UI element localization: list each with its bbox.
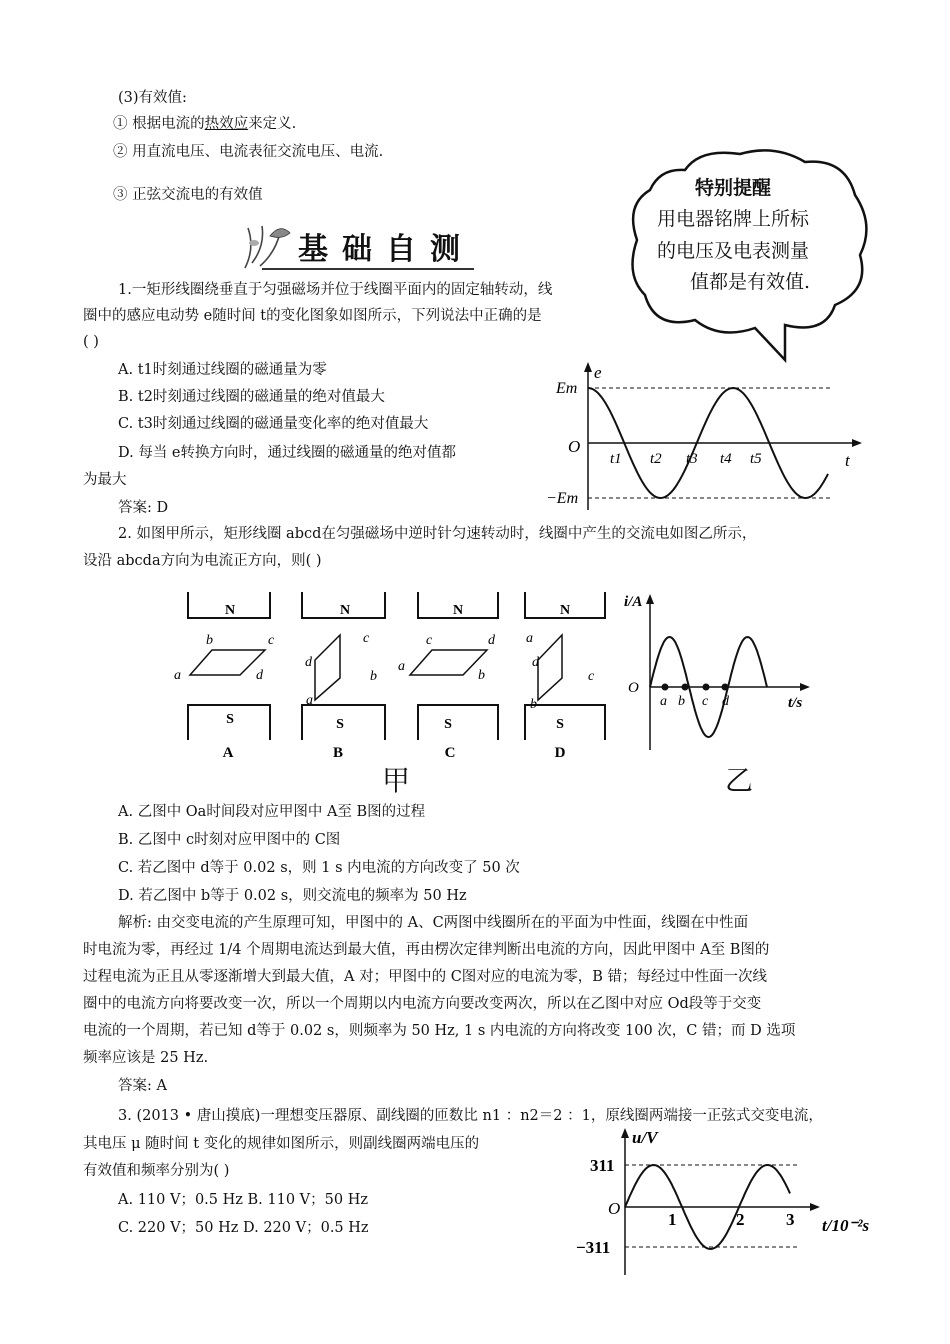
q2-figure-yi-caption: 乙 xyxy=(725,764,754,797)
q2-panel-c xyxy=(398,592,498,761)
callout-title: 特别提醒 xyxy=(695,177,772,199)
q2-panel-b-north: N xyxy=(339,603,351,618)
q1-min-label: −Em xyxy=(546,490,579,507)
q2-panel-a-corner-d: d xyxy=(256,668,263,683)
q2-answer: 答案: A xyxy=(118,1078,167,1094)
q2-panel-b-letter: B xyxy=(332,745,344,761)
q1-option-c: C. t3时刻通过线圈的磁通量变化率的绝对值最大 xyxy=(118,416,429,432)
q3-stem-line-1: 3. (2013 • 唐山摸底)一理想变压器原、副线圈的匝数比 n1 ：n2＝2 ：1，原线圈两端接一正弦式交变电流， xyxy=(118,1108,823,1124)
q2-analysis-line-3: 过程电流为正且从零逐渐增大到最大值，A 对；甲图中的 C图对应的电流为零，B 错；每经过中性面一次线 xyxy=(83,969,768,985)
q2-panel-c-letter: C xyxy=(444,745,456,761)
q1-tick-t3: t3 xyxy=(686,451,698,467)
intro-item-3: ③ 正弦交流电的有效值 xyxy=(113,187,263,203)
q2-origin-label: O xyxy=(628,680,639,696)
q2-panel-b-south: S xyxy=(336,717,344,732)
q2-panel-c-corner-c: c xyxy=(426,633,433,648)
q2-panel-a-corner-a: a xyxy=(174,668,181,683)
q2-panel-c-north: N xyxy=(452,603,464,618)
q3-option-cd: C. 220 V；50 Hz D. 220 V；0.5 Hz xyxy=(118,1220,369,1236)
q3-stem-line-2: 其电压 μ 随时间 t 变化的规律如图所示，则副线圈两端电压的 xyxy=(83,1136,480,1152)
q2-panel-d-letter: D xyxy=(554,745,566,761)
q2-stem-line-2: 设沿 abcda方向为电流正方向，则( ) xyxy=(83,553,322,569)
callout-line-2: 的电压及电表测量 xyxy=(657,240,810,262)
q2-panel-d xyxy=(525,592,605,761)
q2-analysis-line-5: 电流的一个周期，若已知 d等于 0.02 s，则频率为 50 Hz, 1 s 内电流的方向将改变 100 次，C 错；而 D 选项 xyxy=(83,1023,796,1039)
q2-label-d: d xyxy=(722,694,729,709)
q1-max-label: Em xyxy=(556,380,578,397)
q2-panel-b-corner-c: c xyxy=(363,631,370,646)
q2-panel-d-corner-b: b xyxy=(530,697,537,712)
q3-tick-1: 1 xyxy=(668,1210,677,1229)
q2-panel-a-corner-b: b xyxy=(206,633,213,648)
q1-stem-line-3: ( ) xyxy=(83,334,99,350)
q3-max-label: 311 xyxy=(590,1156,615,1175)
q1-stem-line-1: 1.一矩形线圈绕垂直于匀强磁场并位于线圈平面内的固定轴转动，线 xyxy=(118,282,553,298)
q2-panel-a-letter: A xyxy=(222,745,234,761)
q1-answer: 答案: D xyxy=(118,500,169,516)
section-title: 基础自测 xyxy=(298,232,474,267)
q2-panel-c-south: S xyxy=(444,717,452,732)
decoration-plant-icon xyxy=(240,218,300,273)
q2-panel-c-corner-a: a xyxy=(398,659,405,674)
q2-analysis-line-2: 时电流为零，再经过 1/4 个周期电流达到最大值，再由楞次定律判断出电流的方向，因此甲图中 A至 B图的 xyxy=(83,942,770,958)
q2-x-axis-label: t/s xyxy=(788,695,803,711)
callout-line-3: 值都是有效值. xyxy=(690,271,811,293)
q2-panel-b xyxy=(302,592,385,761)
q2-panel-d-north: N xyxy=(559,603,571,618)
intro-heading: (3)有效值: xyxy=(118,90,187,106)
q2-panel-a-corner-c: c xyxy=(268,633,275,648)
section-title-underline xyxy=(262,268,474,270)
q3-voltage-graph xyxy=(560,1125,900,1280)
q2-panel-b-corner-b: b xyxy=(370,669,377,684)
q3-x-axis-label: t/10⁻²s xyxy=(822,1216,870,1235)
intro-item-2: ② 用直流电压、电流表征交流电压、电流. xyxy=(113,144,384,160)
q1-option-a: A. t1时刻通过线圈的磁通量为零 xyxy=(118,362,327,378)
q3-stem-line-3: 有效值和频率分别为( ) xyxy=(83,1163,230,1179)
q2-panel-d-corner-a: a xyxy=(526,631,533,646)
q3-min-label: −311 xyxy=(576,1238,611,1257)
q2-analysis-line-6: 频率应该是 25 Hz. xyxy=(83,1050,209,1066)
q2-label-a: a xyxy=(660,694,667,709)
q2-analysis-line-4: 圈中的电流方向将要改变一次，所以一个周期以内电流方向要改变两次，所以在乙图中对应 Od段等于交变 xyxy=(83,996,762,1012)
q1-option-b: B. t2时刻通过线圈的磁通量的绝对值最大 xyxy=(118,389,385,405)
q2-panel-d-corner-c: c xyxy=(588,669,595,684)
q1-tick-t4: t4 xyxy=(720,451,732,467)
q3-tick-3: 3 xyxy=(786,1210,795,1229)
q2-y-axis-label: i/A xyxy=(624,594,643,610)
q2-option-b: B. 乙图中 c时刻对应甲图中的 C图 xyxy=(118,832,341,848)
intro-item-1: ① 根据电流的热效应来定义. xyxy=(113,116,297,132)
q2-option-d: D. 若乙图中 b等于 0.02 s，则交流电的频率为 50 Hz xyxy=(118,888,467,904)
q2-panel-a xyxy=(174,592,275,761)
q2-stem-line-1: 2. 如图甲所示，矩形线圈 abcd在匀强磁场中逆时针匀速转动时，线圈中产生的交流电如图乙所示， xyxy=(118,526,757,542)
q2-point-b xyxy=(682,684,689,691)
q2-figure-yi-graph xyxy=(620,590,820,760)
q3-option-ab: A. 110 V；0.5 Hz B. 110 V；50 Hz xyxy=(118,1192,368,1208)
q1-option-d-cont: 为最大 xyxy=(83,472,127,488)
q2-panel-d-south: S xyxy=(556,717,564,732)
q2-panel-c-corner-d: d xyxy=(488,633,495,648)
q1-stem-line-2: 圈中的感应电动势 e随时间 t的变化图象如图所示，下列说法中正确的是 xyxy=(83,308,542,324)
q3-origin-label: O xyxy=(608,1199,621,1218)
q1-y-axis-label: e xyxy=(594,363,602,382)
q2-panel-a-south: S xyxy=(226,712,234,727)
callout-line-1: 用电器铭牌上所标 xyxy=(657,208,810,230)
q2-panel-a-north: N xyxy=(224,603,236,618)
q1-tick-t2: t2 xyxy=(650,451,662,467)
q2-analysis-line-1: 解析: 由交变电流的产生原理可知，甲图中的 A、C两图中线圈所在的平面为中性面，线圈在中性面 xyxy=(118,915,749,931)
q2-figure-jia-caption: 甲 xyxy=(382,764,411,797)
q1-tick-t1: t1 xyxy=(610,451,622,467)
q2-label-c: c xyxy=(702,694,709,709)
q1-emf-graph xyxy=(540,360,870,520)
q2-panel-c-corner-b: b xyxy=(478,668,485,683)
q2-option-c: C. 若乙图中 d等于 0.02 s，则 1 s 内电流的方向改变了 50 次 xyxy=(118,860,520,876)
q1-origin-label: O xyxy=(568,437,581,456)
q1-tick-t5: t5 xyxy=(750,451,762,467)
q2-point-d xyxy=(722,684,729,691)
q1-x-axis-label: t xyxy=(845,451,850,470)
q2-point-c xyxy=(703,684,710,691)
q3-tick-2: 2 xyxy=(736,1210,745,1229)
q2-panel-d-corner-d: d xyxy=(532,655,539,670)
q1-option-d: D. 每当 e转换方向时，通过线圈的磁通量的绝对值都 xyxy=(118,445,457,461)
q2-label-b: b xyxy=(678,694,685,709)
q2-figure-jia xyxy=(160,590,620,790)
q3-y-axis-label: u/V xyxy=(632,1128,658,1147)
q2-panel-b-corner-a: a xyxy=(306,693,313,708)
q2-panel-b-corner-d: d xyxy=(305,655,312,670)
q2-point-a xyxy=(662,684,669,691)
q2-option-a: A. 乙图中 Oa时间段对应甲图中 A至 B图的过程 xyxy=(118,804,426,820)
